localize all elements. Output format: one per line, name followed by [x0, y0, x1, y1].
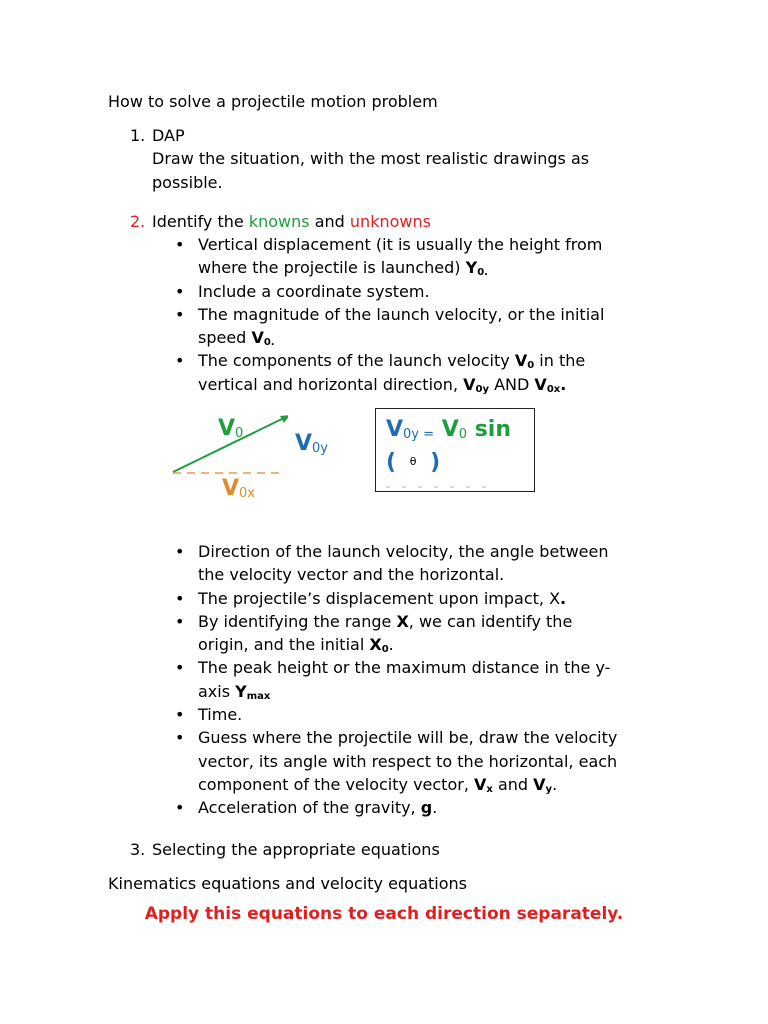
symbol-x: X — [396, 611, 409, 631]
bullet-a3-line-2: speed — [198, 328, 247, 348]
bullet-a4-line-1-pre: The components of the launch velocity — [198, 351, 510, 371]
symbol-v0-sub: 0 — [527, 360, 535, 372]
bullet-b6-and: and — [497, 774, 529, 794]
bullet-b3-line-1-pre: By identifying the range — [198, 611, 392, 631]
equation-line-2 — [386, 449, 440, 476]
list-item — [175, 349, 675, 396]
page-title: How to solve a projectile motion problem — [108, 92, 438, 111]
label-v0y: $V_{0y}$ — [295, 431, 328, 456]
equation-rhs-sub: 0 — [458, 427, 468, 442]
label-v0: $V_0$ — [218, 416, 244, 441]
bullet-a1-line-1: • Vertical displacement (it is usually the height from — [198, 235, 603, 254]
bullet-b1-line-2: the velocity vector and the horizontal. — [198, 565, 505, 585]
bullet-b3-line-2-pre: origin, and the initial — [198, 635, 365, 655]
equation-lhs: V — [386, 417, 404, 442]
symbol-v0x: V — [534, 374, 547, 394]
list-item — [175, 540, 675, 587]
list-item — [175, 656, 675, 703]
step-3 — [130, 838, 690, 861]
symbol-x0: X — [369, 635, 382, 655]
symbol-vy: V — [533, 774, 546, 794]
step-3-text: Selecting the appropriate equations — [152, 840, 440, 859]
step-3-number: 3. — [130, 840, 146, 859]
symbol-vx-sub: x — [486, 783, 493, 795]
symbol-v0: V — [514, 351, 528, 371]
symbol-v0x-sub: 0x — [546, 383, 561, 395]
bullet-a4-line-2-pre: vertical and horizontal direction, — [198, 374, 459, 394]
symbol-y: Y — [465, 258, 478, 278]
bullet-b6-line-2: vector, its angle with respect to the horizontal, each — [198, 751, 618, 771]
symbol-ymax-sub: max — [246, 690, 271, 702]
step-2 — [130, 210, 690, 233]
bullet-b2-end: . — [560, 588, 567, 608]
bullet-b6-line-3-pre: component of the velocity vector, — [198, 774, 469, 794]
list-item — [175, 796, 675, 819]
equation-open-paren: ( — [386, 450, 397, 475]
bullet-a4-line-1-post: in the — [539, 351, 586, 371]
symbol-x0-sub: 0 — [381, 644, 389, 656]
symbol-y-sub: 0. — [477, 267, 488, 279]
kinematics-heading: Kinematics equations and velocity equations — [108, 874, 467, 893]
bullet-a1-line-2: where the projectile is launched) — [198, 258, 461, 278]
bullet-b3-end: . — [388, 635, 394, 655]
equation-lhs-sub: 0y = — [403, 427, 435, 442]
bullet-b4-line-1: • The peak height or the maximum distance in the y- — [198, 658, 611, 678]
equation-close-paren: ) — [430, 450, 441, 475]
bullet-a3-line-1: • The magnitude of the launch velocity, or the initial — [198, 304, 605, 324]
bullet-b1-line-1: • Direction of the launch velocity, the angle between — [198, 542, 609, 561]
symbol-v0y: V — [463, 374, 476, 394]
bullet-b7-end: . — [432, 798, 438, 818]
symbol-v-sub: 0. — [263, 337, 275, 349]
step-1-heading: DAP — [152, 126, 185, 145]
list-item — [175, 587, 675, 610]
symbol-ymax: Y — [235, 681, 247, 701]
bullet-b4-line-2-pre: axis — [198, 681, 231, 701]
list-item — [175, 303, 675, 350]
list-item — [175, 726, 675, 796]
bullet-b2: The projectile’s displacement upon impact, X — [198, 588, 561, 608]
list-item — [175, 280, 675, 303]
bullet-list-b — [175, 540, 675, 820]
bullet-b5: Time. — [198, 705, 243, 725]
list-item — [175, 233, 675, 280]
equation-dashes — [386, 484, 496, 490]
step-1-line-1: Draw the situation, with the most realistic drawings as — [152, 149, 590, 169]
step-2-number: 2. — [130, 212, 146, 231]
label-v0x: $V_{0x}$ — [222, 476, 255, 501]
bullet-a4-end: . — [560, 374, 567, 394]
equation-sin: sin — [474, 417, 511, 442]
equation-theta: θ — [409, 455, 417, 468]
equation-box — [375, 408, 535, 492]
bullet-list-a — [175, 233, 675, 396]
step-2-unknowns: unknowns — [349, 212, 431, 231]
list-item — [175, 610, 675, 657]
equation-rhs: V — [441, 417, 459, 442]
bullet-a2: Include a coordinate system. — [198, 281, 430, 301]
step-1-number: 1. — [130, 126, 146, 145]
bullet-b6-line-1: • Guess where the projectile will be, draw the velocity — [198, 728, 618, 748]
symbol-vx: V — [474, 774, 487, 794]
step-2-and: and — [314, 212, 345, 231]
step-1 — [130, 124, 690, 194]
bullet-b3-line-1-post: , we can identify the — [408, 611, 573, 631]
equation-line-1 — [386, 417, 511, 443]
symbol-vy-sub: y — [545, 783, 553, 795]
symbol-g: g — [420, 798, 433, 818]
apply-note: Apply this equations to each direction separately. — [144, 904, 624, 924]
list-item — [175, 703, 675, 726]
step-2-pre: Identify the — [152, 212, 244, 231]
symbol-v0y-sub: 0y — [475, 383, 489, 395]
bullet-b6-end: . — [552, 774, 558, 794]
step-1-line-2: possible. — [152, 172, 223, 192]
step-2-knowns: knowns — [248, 212, 310, 231]
symbol-v: V — [251, 328, 264, 348]
bullet-a4-and: AND — [494, 374, 530, 394]
bullet-b7-pre: Acceleration of the gravity, — [198, 798, 416, 818]
